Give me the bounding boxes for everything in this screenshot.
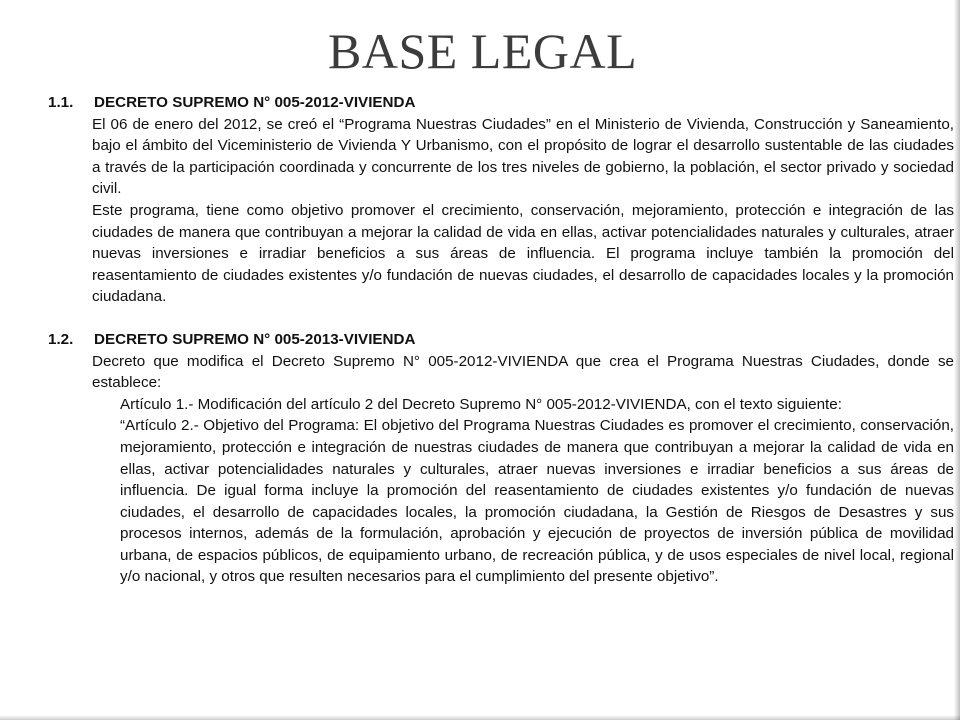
slide-edge-shadow xyxy=(954,0,960,720)
slide-title: BASE LEGAL xyxy=(328,23,638,79)
slide-bottom-shadow xyxy=(0,715,960,720)
paragraph: El 06 de enero del 2012, se creó el “Programa Nuestras Ciudades” en el Ministerio de Vivienda, Construcción y Saneamiento, bajo el ámbito del Viceministerio de Vivienda Y Urbanismo, con el propósito de lograr el desarrollo sustentable de las ciudades a través de la participación coordinada y concurrente de los tres niveles de gobierno, la población, el sector privado y sociedad civil. xyxy=(92,115,954,198)
slide-content xyxy=(48,92,954,588)
section-spacer xyxy=(48,308,954,329)
section-title: DECRETO SUPREMO N° 005-2013-VIVIENDA xyxy=(94,330,416,348)
section-title: DECRETO SUPREMO N° 005-2012-VIVIENDA xyxy=(94,94,416,111)
sub-paragraph: Artículo 1.- Modificación del artículo 2 del Decreto Supremo N° 005-2012-VIVIENDA, con el texto siguiente: xyxy=(120,395,842,413)
section-heading xyxy=(48,92,954,114)
section-heading xyxy=(48,329,954,351)
section-number: 1.1. xyxy=(48,94,74,111)
paragraph: Decreto que modifica el Decreto Supremo N° 005-2012-VIVIENDA que crea el Programa Nuestras Ciudades, donde se establece: xyxy=(92,352,954,392)
paragraph: Este programa, tiene como objetivo promover el crecimiento, conservación, mejoramiento, protección e integración de las ciudades de manera que contribuyan a mejorar la calidad de vida en ellas, activar potencialidades naturales y culturales, atraer nuevas inversiones e irradiar beneficios a sus áreas de influencia. El programa incluye también la promoción del reasentamiento de ciudades existentes y/o fundación de nuevas ciudades, el desarrollo de capacidades locales y la promoción ciudadana. xyxy=(92,201,954,306)
section-number: 1.2. xyxy=(48,330,74,348)
sub-paragraph: “Artículo 2.- Objetivo del Programa: El objetivo del Programa Nuestras Ciudades es promover el crecimiento, conservación, mejoramiento, protección e integración de nuestras ciudades de manera que contribuyan a mejorar la calidad de vida en ellas, activar potencialidades naturales y culturales, atraer nuevas inversiones e irradiar beneficios a sus áreas de influencia. De igual forma incluye la promoción del reasentamiento de ciudades existentes y/o fundación de nuevas ciudades, el desarrollo de capacidades locales, la promoción ciudadana, la Gestión de Riesgos de Desastres y sus procesos internos, además de la formulación, aprobación y ejecución de proyectos de inversión pública de movilidad urbana, de espacios públicos, de equipamiento urbano, de recreación pública, y de usos especiales de nivel local, regional y/o nacional, y otros que resulten necesarios para el cumplimiento del presente objetivo”. xyxy=(120,417,954,586)
